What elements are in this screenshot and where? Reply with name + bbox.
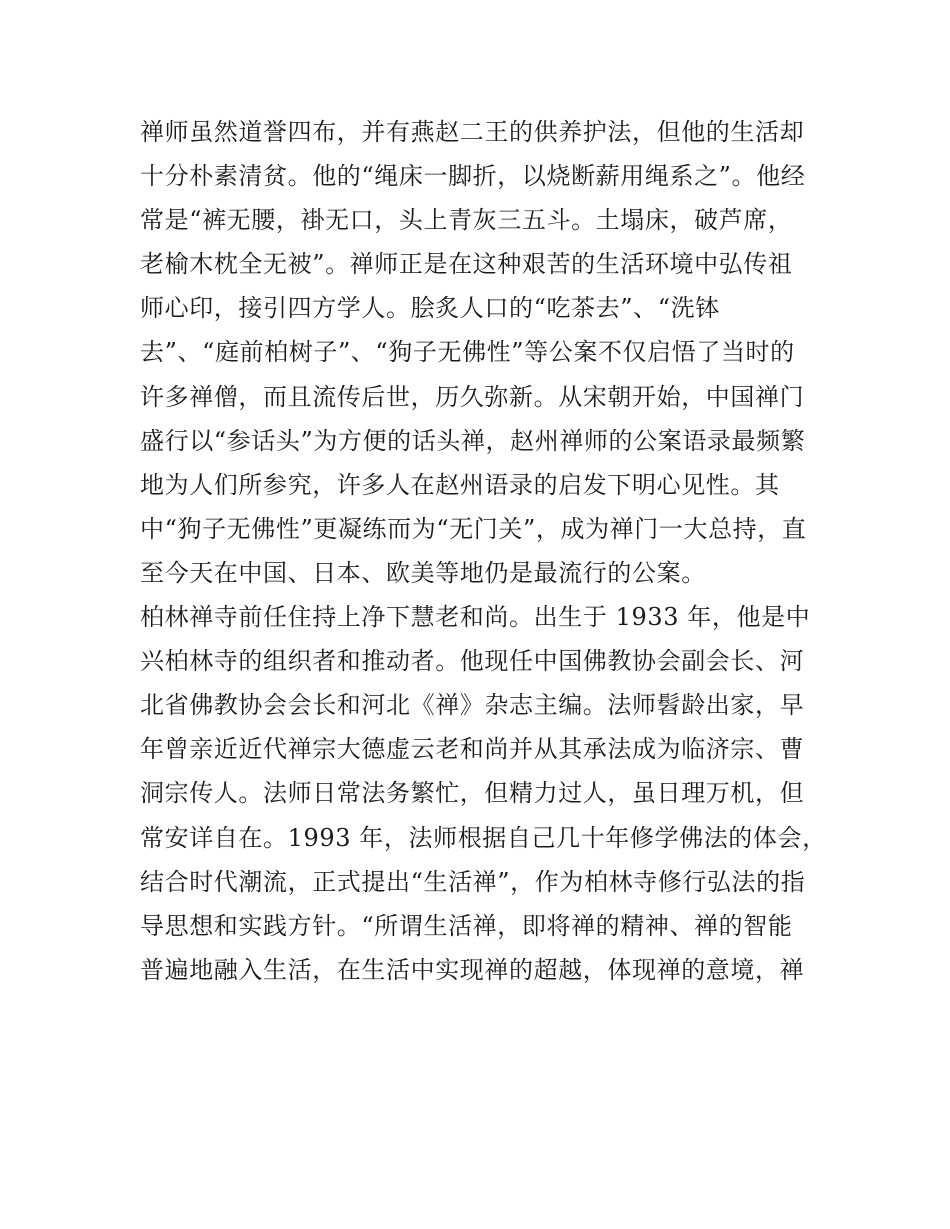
text-line: 中“狗子无佛性”更凝练而为“无门关”，成为禅门一大总持，直: [140, 514, 807, 543]
text-line: 禅师虽然道誉四布，并有燕赵二王的供养护法，但他的生活却: [140, 118, 805, 146]
text-line: 北省佛教协会会长和河北《禅》杂志主编。法师髫龄出家，早: [140, 691, 805, 720]
text-line: 柏林禅寺前任住持上净下慧老和尚。出生于 1933 年，他是中: [140, 603, 811, 632]
text-line: 常安详自在。1993 年，法师根据自己几十年修学佛法的体会，: [140, 823, 827, 852]
text-line: 去”、“庭前柏树子”、“狗子无佛性”等公案不仅启悟了当时的: [140, 338, 795, 367]
text-line: 导思想和实践方针。“所谓生活禅，即将禅的精神、禅的智能: [140, 911, 793, 940]
text-line: 至今天在中国、日本、欧美等地仍是最流行的公案。: [140, 558, 706, 587]
text-line: 师心印，接引四方学人。脍炙人口的“吃茶去”、“洗钵: [140, 294, 720, 323]
text-line: 兴柏林寺的组织者和推动者。他现任中国佛教协会副会长、河: [140, 647, 805, 676]
text-line: 普遍地融入生活，在生活中实现禅的超越，体现禅的意境，禅: [140, 955, 805, 984]
text-line: 洞宗传人。法师日常法务繁忙，但精力过人，虽日理万机，但: [140, 779, 805, 808]
text-line: 年曾亲近近代禅宗大德虚云老和尚并从其承法成为临济宗、曹: [140, 735, 805, 764]
text-line: 地为人们所参究，许多人在赵州语录的启发下明心见性。其: [140, 470, 780, 499]
text-line: 十分朴素清贫。他的“绳床一脚折，以烧断薪用绳系之”。他经: [140, 162, 806, 191]
text-line: 老榆木枕全无被”。禅师正是在这种艰苦的生活环境中弘传祖: [140, 250, 793, 279]
text-line: 盛行以“参话头”为方便的话头禅，赵州禅师的公案语录最频繁: [140, 426, 806, 455]
body-text: [140, 110, 827, 992]
text-line: 常是“裤无腰，褂无口，头上青灰三五斗。土塌床，破芦席，: [140, 206, 793, 235]
text-line: 许多禅僧，而且流传后世，历久弥新。从宋朝开始，中国禅门: [140, 382, 805, 411]
text-line: 结合时代潮流，正式提出“生活禅”，作为柏林寺修行弘法的指: [140, 867, 806, 896]
